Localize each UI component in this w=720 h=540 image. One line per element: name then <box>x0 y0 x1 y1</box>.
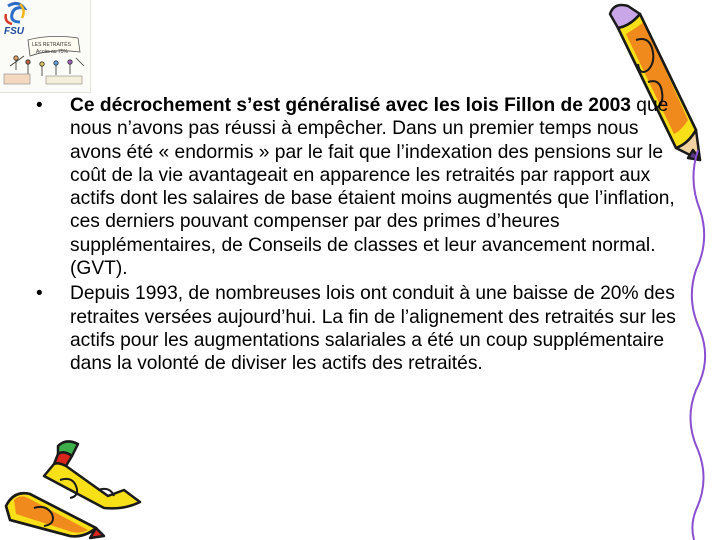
bullet-dot: • <box>36 95 43 116</box>
fsu-logo-icon <box>0 0 90 92</box>
bullet-2-text: Depuis 1993, de nombreuses lois ont conduit à une baisse de 20% des retraites versées aujourd’hui. La fin de l’alignement des retraités sur les actifs pour les augmentations salariales a été un coup supplémentaire dans la volonté de diviser les actifs des retraités. <box>70 283 676 375</box>
svg-text:LES RETRAITÉS: LES RETRAITÉS <box>32 42 71 48</box>
bullet-1-bold-text: Ce décrochement s’est généralisé avec les lois Fillon de 2003 <box>70 95 631 116</box>
svg-text:Accès au 75%: Accès au 75% <box>36 49 68 55</box>
fsu-brand-text: FSU <box>4 26 24 37</box>
bullet-item-1 <box>32 94 682 280</box>
bullet-dot: • <box>36 283 43 305</box>
bullet-1-text: que nous n’avons pas réussi à empêcher. Dans un premier temps nous avons été « endormis » par le fait que l’indexation des pensions sur le coût de la vie avantageait en apparence les retraités par rapport aux actifs dont les salaires de base étaient moins augmentés que l’inflation, ces derniers pouvant compenser par des primes d’heures supplémentaires, de Conseils de classes et leur avancement normal. (GVT). <box>70 95 675 280</box>
slide-body <box>32 94 682 378</box>
fsu-logo <box>0 0 91 93</box>
crayon-icon <box>0 436 150 540</box>
squiggle-line-icon <box>684 150 714 540</box>
bullet-item-2 <box>32 282 682 375</box>
